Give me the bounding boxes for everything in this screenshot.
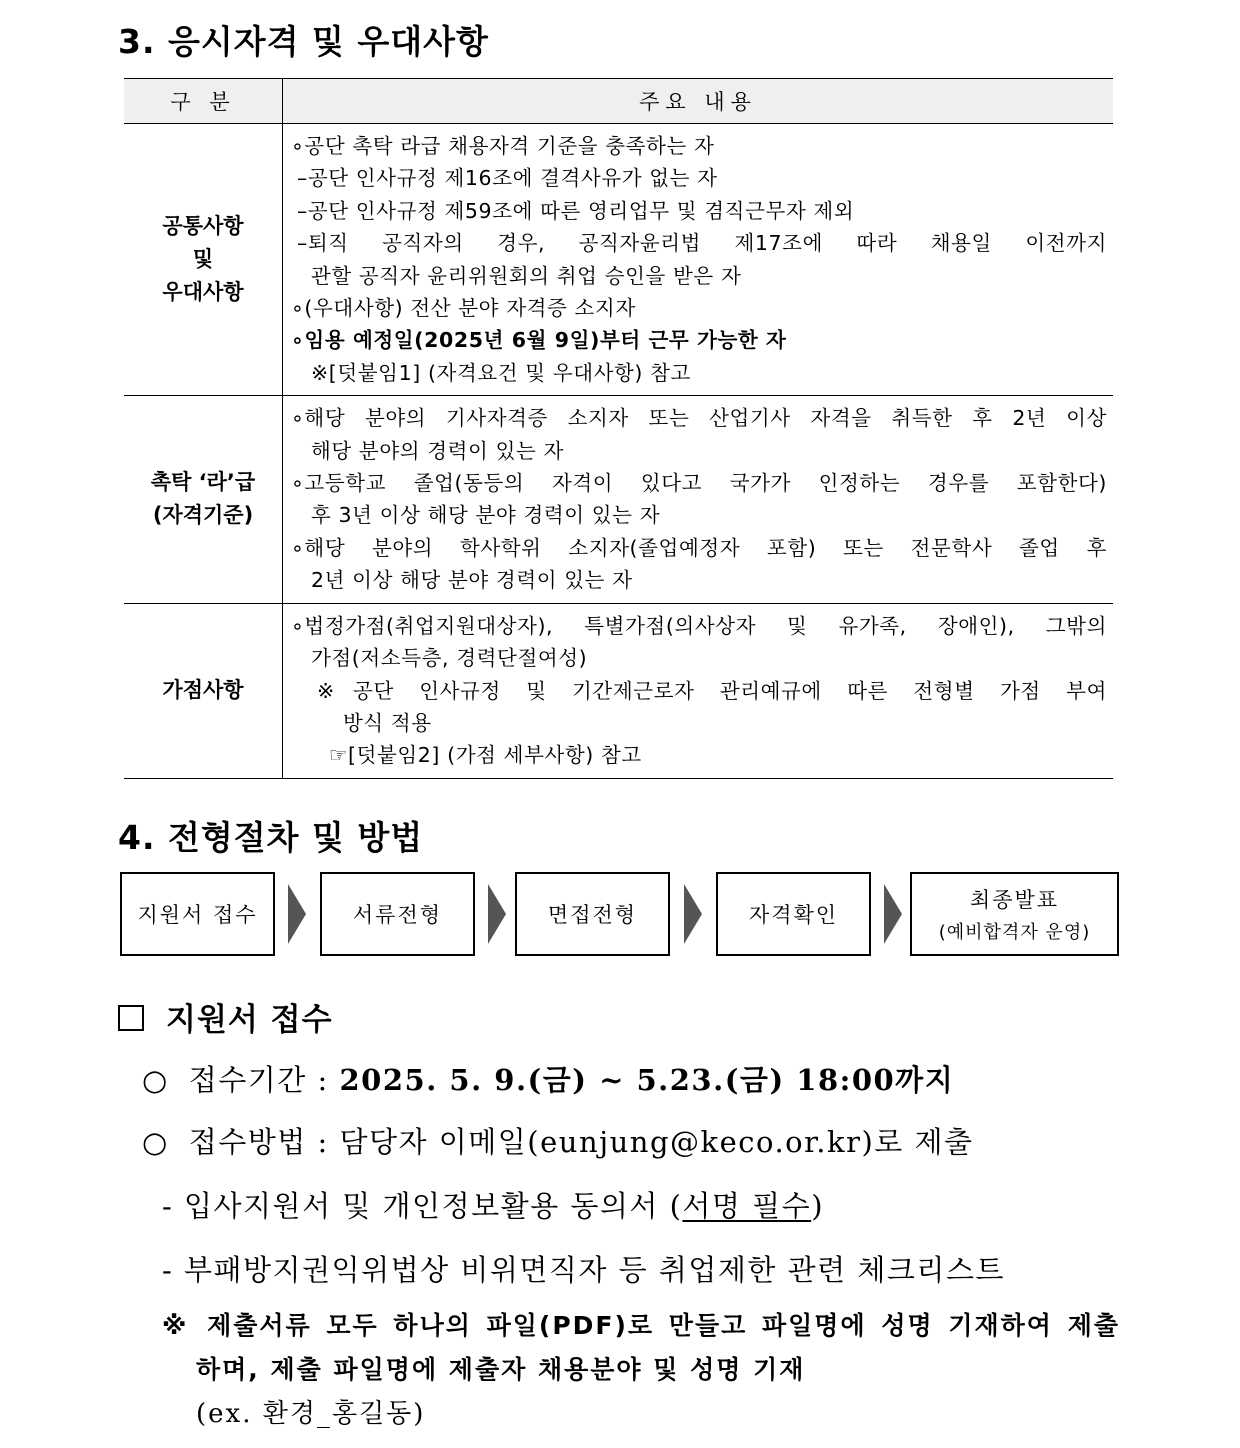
- step-sublabel: (예비합격자 운영): [938, 922, 1091, 943]
- table-row-common: [124, 124, 1113, 396]
- doc1-text: - 입사지원서 및 개인정보활용 동의서 (: [162, 1189, 683, 1223]
- checkbox-square-icon: [118, 1005, 144, 1031]
- content-line: ∘(우대사항) 전산 분야 자격증 소지자: [291, 296, 636, 321]
- step-application: [120, 872, 275, 956]
- table-row-bonus: [124, 603, 1113, 778]
- application-period: [142, 1058, 954, 1099]
- step-interview: [515, 872, 670, 956]
- circle-bullet-icon: ○: [142, 1063, 169, 1097]
- step-arrow-icon: [488, 884, 506, 944]
- step-verification: [716, 872, 871, 956]
- application-heading: [118, 994, 333, 1039]
- content-line: 해당 분야의 경력이 있는 자: [311, 438, 564, 463]
- step-arrow-icon: [288, 884, 306, 944]
- step-arrow-icon: [684, 884, 702, 944]
- category-line: 및: [192, 247, 214, 272]
- content-line: –공단 인사규정 제59조에 따른 영리업무 및 겸직근무자 제외: [297, 198, 855, 223]
- content-line: ※[덧붙임1] (자격요건 및 우대사항) 참고: [311, 360, 691, 385]
- required-document-2: - 부패방지권익위법상 비위면직자 등 취업제한 관련 체크리스트: [162, 1253, 1005, 1287]
- category-line: 촉탁 ‘라’급: [150, 470, 256, 495]
- content-line: –퇴직 공직자의 경우, 공직자윤리법 제17조에 따라 채용일 이전까지: [297, 231, 1107, 256]
- note-line: (ex. 환경_홍길동): [196, 1399, 426, 1429]
- signature-required-text: 서명 필수: [682, 1189, 812, 1223]
- step-label: 면접전형: [547, 903, 638, 927]
- step-arrow-icon: [884, 884, 902, 944]
- step-label: 최종발표: [969, 888, 1060, 912]
- content-line: ∘법정가점(취업지원대상자), 특별가점(의사상자 및 유가족, 장애인), 그밖의: [291, 613, 1107, 638]
- required-document-1: [162, 1184, 824, 1225]
- submission-note: [162, 1304, 1120, 1436]
- content-line: ∘해당 분야의 학사학위 소지자(졸업예정자 포함) 또는 전문학사 졸업 후: [291, 535, 1107, 560]
- category-qualification: [124, 396, 283, 603]
- step-document: [320, 872, 475, 956]
- category-line: (자격기준): [152, 503, 254, 528]
- period-value: 2025. 5. 9.(금) ~ 5.23.(금) 18:00까지: [339, 1063, 955, 1097]
- content-line: 방식 적용: [343, 710, 432, 735]
- content-line: ∘해당 분야의 기사자격증 소지자 또는 산업기사 자격을 취득한 후 2년 이상: [291, 406, 1107, 431]
- period-label: 접수기간 :: [188, 1063, 329, 1097]
- application-method: [142, 1120, 974, 1161]
- section-4-title: 4. 전형절차 및 방법: [118, 818, 424, 857]
- content-line: ∘공단 촉탁 라급 채용자격 기준을 충족하는 자: [291, 134, 715, 158]
- step-label: 지원서 접수: [137, 903, 258, 927]
- table-header-row: [124, 79, 1113, 124]
- content-line: 2년 이상 해당 분야 경력이 있는 자: [311, 568, 633, 593]
- eligibility-table: [124, 78, 1113, 779]
- step-label: 서류전형: [352, 903, 443, 927]
- method-label: 접수방법 :: [188, 1125, 329, 1159]
- note-line: 하며, 제출 파일명에 제출자 채용분야 및 성명 기재: [196, 1355, 806, 1384]
- content-line: 관할 공직자 윤리위원회의 취업 승인을 받은 자: [311, 263, 742, 288]
- category-common: [124, 124, 283, 396]
- doc1-suffix: ): [811, 1189, 825, 1223]
- content-line: 후 3년 이상 해당 분야 경력이 있는 자: [311, 503, 661, 528]
- step-final-announcement: [910, 872, 1119, 956]
- content-common: [283, 124, 1114, 396]
- content-qualification: [283, 396, 1114, 603]
- step-label: 자격확인: [748, 903, 839, 927]
- application-title: 지원서 접수: [166, 1002, 333, 1038]
- content-bonus: [283, 603, 1114, 778]
- content-line: 가점(저소득층, 경력단절여성): [311, 646, 588, 671]
- content-line: ※공단 인사규정 및 기간제근로자 관리예규에 따른 전형별 가점 부여: [317, 678, 1107, 703]
- category-line: 공통사항: [162, 214, 244, 239]
- category-line: 가점사항: [162, 678, 244, 703]
- method-value: 담당자 이메일(eunjung@keco.or.kr)로 제출: [339, 1125, 974, 1159]
- content-line: –공단 인사규정 제16조에 결격사유가 없는 자: [297, 166, 718, 191]
- table-row-qualification: [124, 396, 1113, 603]
- note-line: ※ 제출서류 모두 하나의 파일(PDF)로 만들고 파일명에 성명 기재하여 제출: [162, 1311, 1120, 1340]
- category-bonus: [124, 603, 283, 778]
- content-line-bold: ∘임용 예정일(2025년 6월 9일)부터 근무 가능한 자: [291, 328, 787, 353]
- circle-bullet-icon: ○: [142, 1125, 169, 1159]
- header-content: 주요 내용: [283, 79, 1114, 124]
- section-3-title: 3. 응시자격 및 우대사항: [118, 22, 489, 61]
- header-category: 구 분: [124, 79, 283, 124]
- category-line: 우대사항: [162, 280, 244, 305]
- content-line: ∘고등학교 졸업(동등의 자격이 있다고 국가가 인정하는 경우를 포함한다): [291, 471, 1107, 496]
- content-line: ☞[덧붙임2] (가점 세부사항) 참고: [329, 743, 642, 768]
